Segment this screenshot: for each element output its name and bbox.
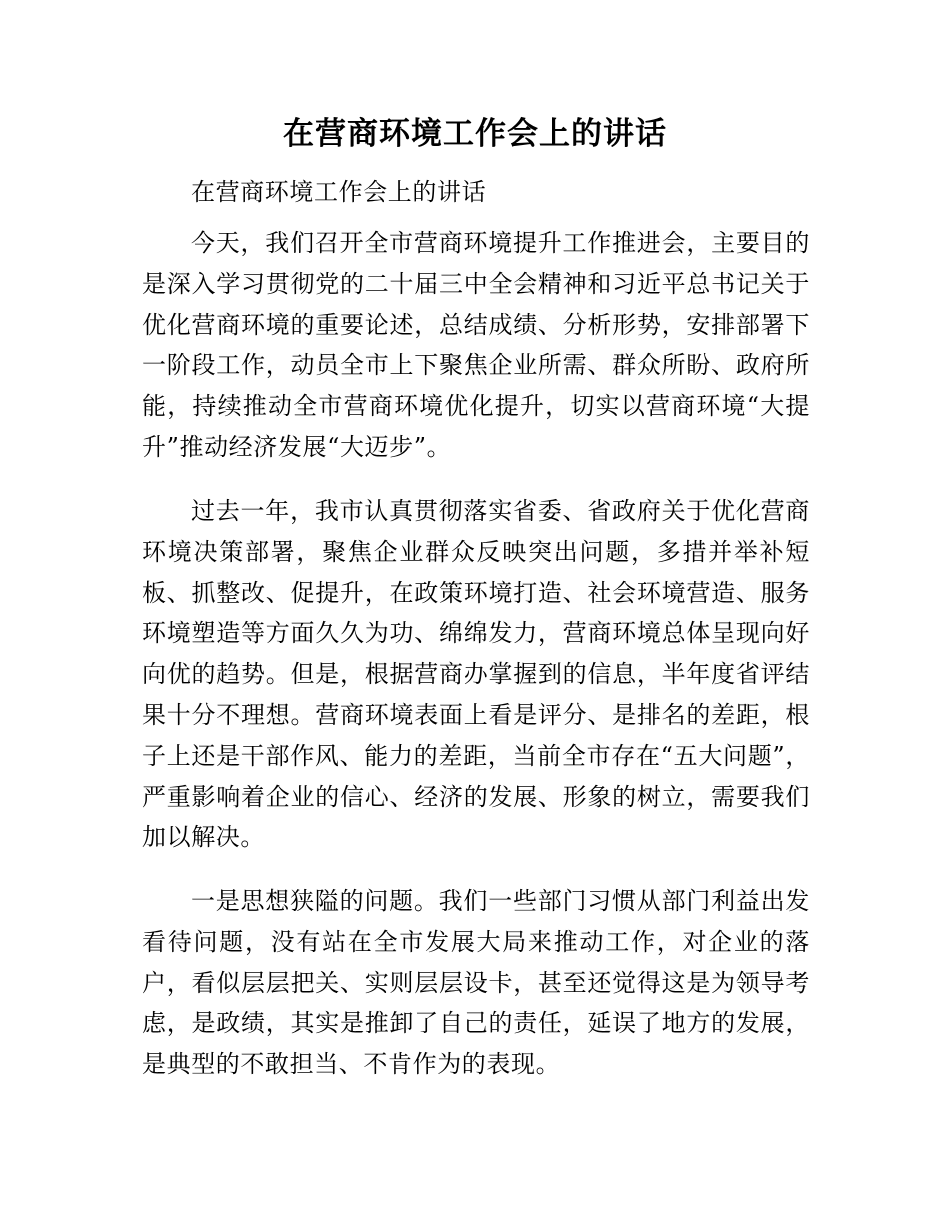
paragraph-review: 过去一年，我市认真贯彻落实省委、省政府关于优化营商环境决策部署，聚焦企业群众反映突出问题，多措并举补短板、抓整改、促提升，在政策环境打造、社会环境营造、服务环境塑造等方面久久为功、绵绵发力，营商环境总体呈现向好向优的趋势。但是，根据营商办掌握到的信息，半年度省评结果十分不理想。营商环境表面上看是评分、是排名的差距，根子上还是干部作风、能力的差距，当前全市存在“五大问题”，严重影响着企业的信心、经济的发展、形象的树立，需要我们加以解决。 [142, 497, 810, 852]
paragraph-opening: 今天，我们召开全市营商环境提升工作推进会，主要目的是深入学习贯彻党的二十届三中全会精神和习近平总书记关于优化营商环境的重要论述，总结成绩、分析形势，安排部署下一阶段工作，动员全市上下聚焦企业所需、群众所盼、政府所能，持续推动全市营商环境优化提升，切实以营商环境“大提升”推动经济发展“大迈步”。 [142, 229, 810, 461]
document-subtitle: 在营商环境工作会上的讲话 [191, 178, 487, 206]
paragraph-problem-one: 一是思想狭隘的问题。我们一些部门习惯从部门利益出发看待问题，没有站在全市发展大局来推动工作，对企业的落户，看似层层把关、实则层层设卡，甚至还觉得这是为领导考虑，是政绩，其实是推卸了自己的责任，延误了地方的发展，是典型的不敢担当、不肯作为的表现。 [142, 887, 810, 1079]
document-title: 在营商环境工作会上的讲话 [283, 116, 667, 152]
